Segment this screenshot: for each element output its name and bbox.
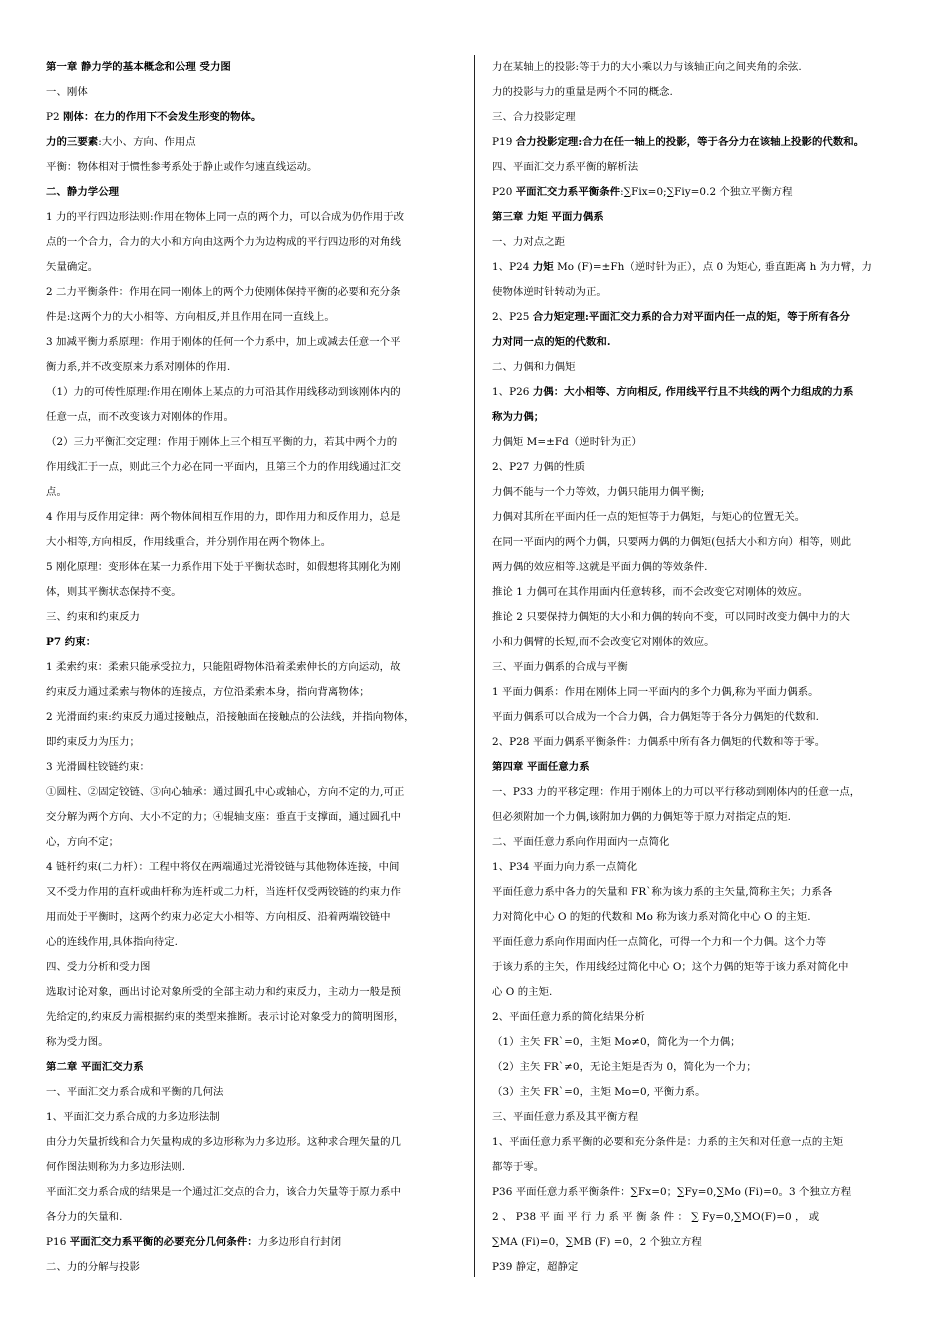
line-text: 力的投影与力的重量是两个不同的概念.	[492, 86, 673, 98]
line-text: 任意一点，而不改变该力对刚体的作用。	[46, 411, 234, 423]
line-text: 1、平面任意力系平衡的必要和充分条件是：力系的主矢和对任意一点的主矩	[492, 1136, 844, 1148]
text-line	[46, 1205, 460, 1230]
line-text: 何作图法则称为力多边形法则.	[46, 1161, 186, 1173]
line-text: 第二章 平面汇交力系	[46, 1061, 144, 1073]
text-line	[492, 905, 910, 930]
text-line	[46, 555, 460, 580]
bold-text: 力偶：大小相等、方向相反, 作用线平行且不共线的两个力组成的力系	[532, 386, 854, 398]
line-text: 1、P26	[492, 386, 533, 398]
line-text: P2	[46, 111, 64, 123]
text-line	[492, 680, 910, 705]
text-line	[46, 480, 460, 505]
text-line	[46, 655, 460, 680]
text-line	[492, 555, 910, 580]
line-text: 两力偶的效应相等.这就是平面力偶的等效条件.	[492, 561, 708, 573]
line-text: 4 链杆约束(二力杆）：工程中将仅在两端通过光滑铰链与其他物体连接，中间	[46, 861, 400, 873]
line-text: 平面任意力系中各力的矢量和 FR`称为该力系的主矢量,简称主矢；力系各	[492, 886, 833, 898]
line-text: 在同一平面内的两个力偶，只要两力偶的力偶矩(包括大小和方向）相等，则此	[492, 536, 852, 548]
line-text: 2 二力平衡条件：作用在同一刚体上的两个力使刚体保持平衡的必要和充分条	[46, 286, 401, 298]
line-text: 2、平面任意力系的简化结果分析	[492, 1011, 645, 1023]
line-text: 4 作用与反作用定律：两个物体间相互作用的力，即作用力和反作用力，总是	[46, 511, 401, 523]
text-line	[46, 630, 460, 655]
text-line	[492, 1155, 910, 1180]
text-line	[492, 280, 910, 305]
line-text: 二、静力学公理	[46, 186, 120, 198]
line-text: 作用线汇于一点，则此三个力必在同一平面内，且第三个力的作用线通过汇交	[46, 461, 401, 473]
line-text: 1、P24	[492, 261, 533, 273]
line-text: 平衡：物体相对于惯性参考系处于静止或作匀速直线运动。	[46, 161, 318, 173]
text-line	[46, 355, 460, 380]
text-line	[46, 180, 460, 205]
line-text: 心，方向不定；	[46, 836, 120, 848]
text-line	[46, 255, 460, 280]
line-text: P16	[46, 1236, 70, 1248]
line-text: P36 平面任意力系平衡条件：∑Fx=0；∑Fy=0,∑Mo (Fi)=0。3 个独立方程	[492, 1186, 852, 1198]
text-line	[492, 1205, 910, 1230]
bold-text: 力矩	[532, 261, 554, 273]
text-line	[46, 880, 460, 905]
text-line	[492, 655, 910, 680]
bold-text: 平面汇交力系平衡条件	[515, 186, 621, 198]
text-line	[46, 980, 460, 1005]
line-text: 心的连线作用,具体指向待定.	[46, 936, 178, 948]
line-text: 用而处于平衡时，这两个约束力必定大小相等、方向相反、沿着两端铰链中	[46, 911, 391, 923]
text-line	[492, 855, 910, 880]
text-line	[492, 755, 910, 780]
bold-text: 力的三要素	[46, 136, 99, 148]
line-text: 1 平面力偶系：作用在刚体上同一平面内的多个力偶,称为平面力偶系。	[492, 686, 819, 698]
line-text: 四、平面汇交力系平衡的解析法	[492, 161, 639, 173]
line-text: 心 O 的主矩.	[492, 986, 553, 998]
line-text: 2、P28 平面力偶系平衡条件：力偶系中所有各力偶矩的代数和等于零。	[492, 736, 826, 748]
line-text: 力对简化中心 O 的矩的代数和 Mo 称为该力系对简化中心 O 的主矩.	[492, 911, 811, 923]
line-text: 又不受力作用的直杆或曲杆称为连杆或二力杆，当连杆仅受两铰链的约束力作	[46, 886, 401, 898]
text-line	[492, 1230, 910, 1255]
text-line	[46, 830, 460, 855]
text-line	[46, 780, 460, 805]
line-text: 2 光滑面约束:约束反力通过接触点，沿接触面在接触点的公法线，并指向物体，	[46, 711, 415, 723]
bold-text: 力对同一点的矩的代数和.	[492, 336, 611, 348]
left-column	[46, 55, 460, 1280]
text-line	[492, 155, 910, 180]
text-line	[46, 955, 460, 980]
text-line	[46, 305, 460, 330]
line-text: 推论 2 只要保持力偶矩的大小和力偶的转向不变，可以同时改变力偶中力的大	[492, 611, 850, 623]
text-line	[492, 580, 910, 605]
text-line	[46, 1255, 460, 1280]
line-text: （1）力的可传性原理:作用在刚体上某点的力可沿其作用线移动到该刚体内的	[46, 386, 401, 398]
text-line	[492, 1055, 910, 1080]
line-text: 1 柔索约束：柔索只能承受拉力，只能阻碍物体沿着柔索伸长的方向运动，故	[46, 661, 401, 673]
text-line	[46, 230, 460, 255]
line-text: 称为受力图。	[46, 1036, 109, 1048]
text-line	[46, 505, 460, 530]
line-text: （3）主矢 FR`=0，主矩 Mo=0, 平衡力系。	[492, 1086, 706, 1098]
text-line	[492, 1005, 910, 1030]
line-text: 先给定的,约束反力需根据约束的类型来推断。表示讨论对象受力的简明图形，	[46, 1011, 405, 1023]
line-text: 三、合力投影定理	[492, 111, 576, 123]
line-text: 由分力矢量折线和合力矢量构成的多边形称为力多边形。这种求合理矢量的几	[46, 1136, 401, 1148]
text-line	[492, 405, 910, 430]
text-line	[492, 430, 910, 455]
line-text: 矢量确定。	[46, 261, 99, 273]
line-text: 1 力的平行四边形法则:作用在物体上同一点的两个力，可以合成为仍作用于改	[46, 211, 405, 223]
line-text: 选取讨论对象，画出讨论对象所受的全部主动力和约束反力，主动力一般是预	[46, 986, 401, 998]
text-line	[492, 80, 910, 105]
line-text: 力在某轴上的投影:等于力的大小乘以力与该轴正向之间夹角的余弦.	[492, 61, 802, 73]
text-line	[492, 380, 910, 405]
line-text: 一、刚体	[46, 86, 88, 98]
line-text: （2）三力平衡汇交定理：作用于刚体上三个相互平衡的力，若其中两个力的	[46, 436, 398, 448]
line-text: 3 加减平衡力系原理：作用于刚体的任何一个力系中，加上或减去任意一个平	[46, 336, 401, 348]
text-line	[46, 755, 460, 780]
line-text: 平面汇交力系合成的结果是一个通过汇交点的合力，该合力矢量等于原力系中	[46, 1186, 401, 1198]
text-line	[492, 505, 910, 530]
line-text: P39 静定，超静定	[492, 1261, 579, 1273]
text-line	[46, 905, 460, 930]
text-line	[492, 105, 910, 130]
line-text: 5 刚化原理：变形体在某一力系作用下处于平衡状态时，如假想将其刚化为刚	[46, 561, 401, 573]
line-text: :∑Fix=0;∑Fiy=0.2 个独立平衡方程	[620, 186, 793, 198]
line-text: 1、P34 平面力向力系一点简化	[492, 861, 638, 873]
text-line	[46, 580, 460, 605]
text-line	[492, 180, 910, 205]
line-text: :大小、方向、作用点	[98, 136, 196, 148]
line-text: 一、力对点之距	[492, 236, 566, 248]
text-line	[492, 1130, 910, 1155]
text-line	[492, 130, 910, 155]
line-text: ①圆柱、②固定铰链、③向心轴承：通过圆孔中心或轴心，方向不定的力,可正	[46, 786, 405, 798]
line-text: （1）主矢 FR`=0，主矩 Mo≠0，简化为一个力偶；	[492, 1036, 741, 1048]
line-text: 平面力偶系可以合成为一个合力偶，合力偶矩等于各分力偶矩的代数和.	[492, 711, 820, 723]
line-text: 第三章 力矩 平面力偶系	[492, 211, 604, 223]
line-text: 力多边形自行封闭	[257, 1236, 342, 1248]
bold-text: 刚体：在力的作用下不会发生形变的物体。	[63, 111, 262, 123]
line-text: 点。	[46, 486, 67, 498]
text-line	[46, 680, 460, 705]
text-line	[46, 1230, 460, 1255]
bold-text: 合力矩定理:平面汇交力系的合力对平面内任一点的矩，等于所有各分	[532, 311, 850, 323]
text-line	[46, 605, 460, 630]
text-line	[46, 1155, 460, 1180]
text-line	[492, 1105, 910, 1130]
text-line	[492, 1030, 910, 1055]
line-text: 2、P25	[492, 311, 533, 323]
line-text: 二、力的分解与投影	[46, 1261, 140, 1273]
text-line	[492, 230, 910, 255]
line-text: 第四章 平面任意力系	[492, 761, 590, 773]
text-line	[492, 730, 910, 755]
line-text: P19	[492, 136, 516, 148]
text-line	[46, 380, 460, 405]
line-text: 二、平面任意力系向作用面内一点简化	[492, 836, 670, 848]
line-text: 但必须附加一个力偶,该附加力偶的力偶矩等于原力对指定点的矩.	[492, 811, 792, 823]
line-text: 1、平面汇交力系合成的力多边形法制	[46, 1111, 220, 1123]
text-line	[46, 730, 460, 755]
text-line	[46, 1130, 460, 1155]
text-line	[46, 130, 460, 155]
line-text: 三、平面任意力系及其平衡方程	[492, 1111, 639, 1123]
line-text: 四、受力分析和受力图	[46, 961, 151, 973]
line-text: 于该力系的主矢，作用线经过简化中心 O；这个力偶的矩等于该力系对简化中	[492, 961, 849, 973]
line-text: 2、P27 力偶的性质	[492, 461, 586, 473]
line-text: 二、力偶和力偶矩	[492, 361, 576, 373]
text-line	[492, 355, 910, 380]
text-line	[492, 55, 910, 80]
right-column	[492, 55, 910, 1280]
text-line	[492, 1080, 910, 1105]
line-text: 件是:这两个力的大小相等、方向相反,并且作用在同一直线上。	[46, 311, 335, 323]
text-line	[46, 280, 460, 305]
text-line	[492, 1180, 910, 1205]
line-text: 一、P33 力的平移定理：作用于刚体上的力可以平行移动到刚体内的任意一点，	[492, 786, 861, 798]
text-line	[46, 430, 460, 455]
text-line	[492, 980, 910, 1005]
text-line	[46, 1180, 460, 1205]
line-text: 平面任意力系向作用面内任一点简化，可得一个力和一个力偶。这个力等	[492, 936, 827, 948]
bold-text: P7 约束：	[46, 636, 97, 648]
line-text: 2 、 P38 平 面 平 行 力 系 平 衡 条 件 ： ∑ Fy=0,∑MO(F)=0 ， 或	[492, 1211, 820, 1223]
line-text: （2）主矢 FR`≠0，无论主矩是否为 0，简化为一个力；	[492, 1061, 757, 1073]
text-line	[492, 830, 910, 855]
text-line	[46, 205, 460, 230]
line-text: 一、平面汇交力系合成和平衡的几何法	[46, 1086, 224, 1098]
line-text: 衡力系,并不改变原来力系对刚体的作用.	[46, 361, 231, 373]
text-line	[46, 1005, 460, 1030]
text-line	[492, 255, 910, 280]
line-text: 各分力的矢量和.	[46, 1211, 123, 1223]
text-line	[46, 1105, 460, 1130]
line-text: 小和力偶臂的长短,而不会改变它对刚体的效应。	[492, 636, 715, 648]
text-line	[46, 930, 460, 955]
line-text: 推论 1 力偶可在其作用面内任意转移，而不会改变它对刚体的效应。	[492, 586, 809, 598]
text-line	[46, 705, 460, 730]
column-divider	[474, 55, 475, 1277]
line-text: ∑MA (Fi)=0，∑MB (F) =0，2 个独立方程	[492, 1236, 702, 1248]
text-line	[46, 155, 460, 180]
line-text: 三、平面力偶系的合成与平衡	[492, 661, 628, 673]
text-line	[46, 455, 460, 480]
text-line	[46, 105, 460, 130]
text-line	[46, 80, 460, 105]
text-line	[46, 330, 460, 355]
text-line	[46, 1080, 460, 1105]
line-text: 都等于零。	[492, 1161, 545, 1173]
bold-text: 称为力偶；	[492, 411, 545, 423]
text-line	[46, 805, 460, 830]
text-line	[492, 330, 910, 355]
text-line	[492, 530, 910, 555]
text-line	[46, 55, 460, 80]
text-line	[46, 855, 460, 880]
text-line	[46, 530, 460, 555]
text-line	[492, 1255, 910, 1280]
line-text: 大小相等,方向相反，作用线重合，并分别作用在两个物体上。	[46, 536, 332, 548]
text-line	[46, 1030, 460, 1055]
line-text: 力偶不能与一个力等效，力偶只能用力偶平衡;	[492, 486, 705, 498]
line-text: 力偶对其所在平面内任一点的矩恒等于力偶矩，与矩心的位置无关。	[492, 511, 806, 523]
line-text: 三、约束和约束反力	[46, 611, 140, 623]
text-line	[492, 930, 910, 955]
text-line	[492, 305, 910, 330]
text-line	[46, 405, 460, 430]
text-line	[492, 480, 910, 505]
line-text: 第一章 静力学的基本概念和公理 受力图	[46, 61, 231, 73]
text-line	[492, 205, 910, 230]
line-text: 交分解为两个方向、大小不定的力；④辊轴支座：垂直于支撑面，通过圆孔中	[46, 811, 401, 823]
line-text: 力偶矩 M=±Fd（逆时针为正）	[492, 436, 642, 448]
text-line	[46, 1055, 460, 1080]
line-text: 点的一个合力，合力的大小和方向由这两个力为边构成的平行四边形的对角线	[46, 236, 401, 248]
text-line	[492, 705, 910, 730]
bold-text: 平面汇交力系平衡的必要充分几何条件：	[69, 1236, 258, 1248]
bold-text: 合力投影定理:合力在任一轴上的投影，等于各分力在该轴上投影的代数和。	[515, 136, 865, 148]
line-text: 即约束反力为压力；	[46, 736, 140, 748]
line-text: P20	[492, 186, 516, 198]
line-text: 使物体逆时针转动为正。	[492, 286, 607, 298]
text-line	[492, 880, 910, 905]
line-text: Mo (F)=±Fh（逆时针为正），点 0 为矩心, 垂直距离 h 为力臂，力	[553, 261, 872, 273]
line-text: 约束反力通过柔索与物体的连接点，方位沿柔索本身，指向背离物体；	[46, 686, 370, 698]
text-line	[492, 605, 910, 630]
text-line	[492, 805, 910, 830]
line-text: 3 光滑圆柱铰链约束：	[46, 761, 150, 773]
text-line	[492, 630, 910, 655]
text-line	[492, 780, 910, 805]
text-line	[492, 455, 910, 480]
line-text: 体，则其平衡状态保持不变。	[46, 586, 182, 598]
text-line	[492, 955, 910, 980]
